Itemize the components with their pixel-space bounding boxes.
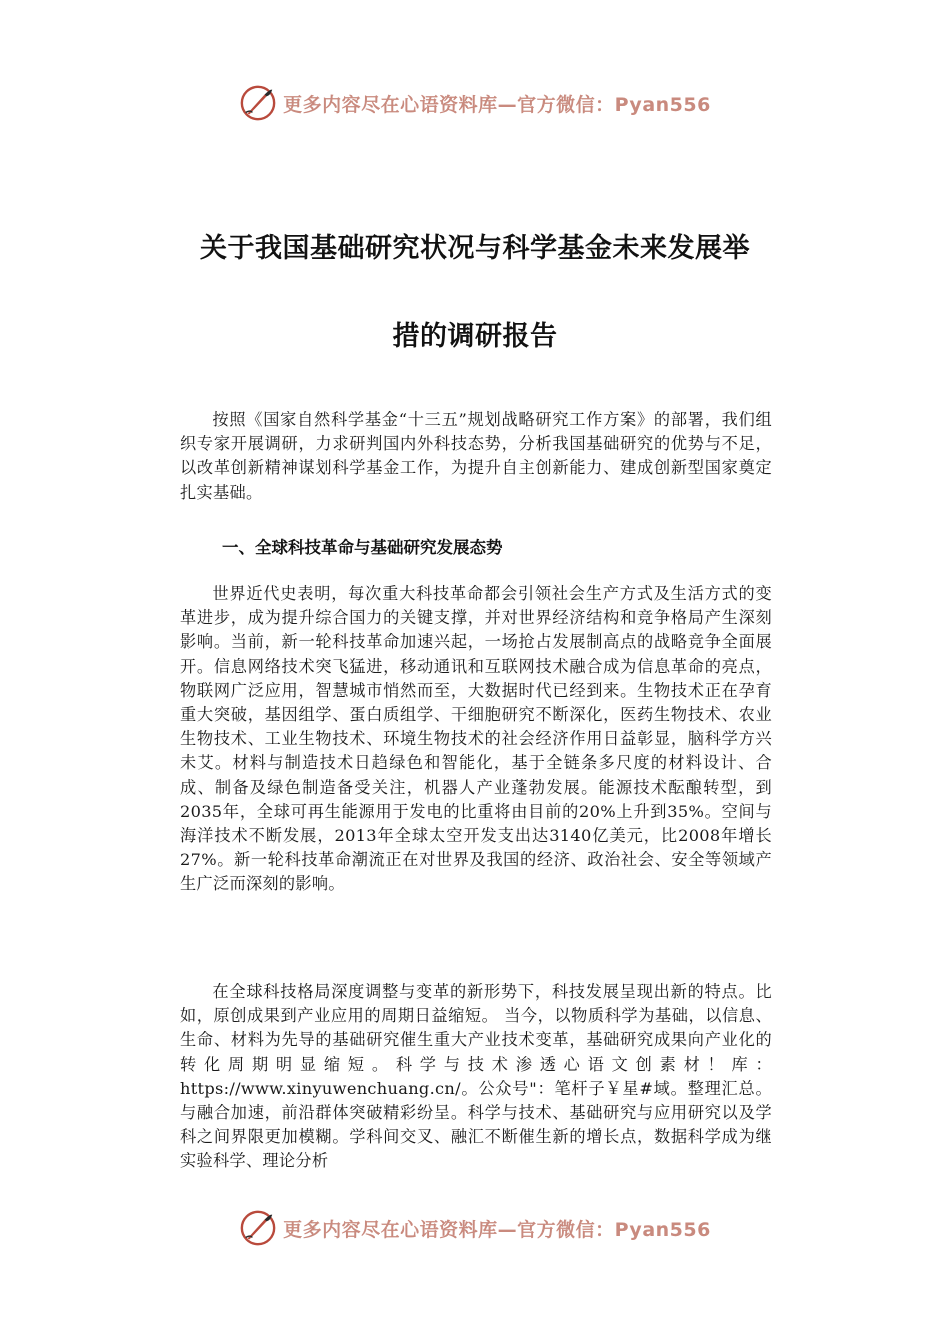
watermark-text: 更多内容尽在心语资料库—官方微信：Pyan556 bbox=[283, 93, 711, 116]
quill-logo-icon bbox=[239, 84, 277, 122]
watermark-banner-bottom bbox=[0, 1203, 950, 1253]
section-heading: 一、全球科技革命与基础研究发展态势 bbox=[222, 538, 503, 557]
watermark-banner-top bbox=[0, 78, 950, 128]
watermark-text: 更多内容尽在心语资料库—官方微信：Pyan556 bbox=[283, 1218, 711, 1241]
intro-paragraph: 按照《国家自然科学基金“十三五”规划战略研究工作方案》的部署，我们组织专家开展调研，力求研判国内外科技态势，分析我国基础研究的优势与不足，以改革创新精神谋划科学基金工作，为提升自主创新能力、建成创新型国家奠定扎实基础。 bbox=[180, 410, 772, 502]
document-title-line-2: 措的调研报告 bbox=[392, 321, 558, 352]
quill-logo-icon bbox=[239, 1209, 277, 1247]
body-paragraph-2: 在全球科技格局深度调整与变革的新形势下，科技发展呈现出新的特点。比如，原创成果到产业应用的周期日益缩短。 当今，以物质科学为基础，以信息、生命、材料为先导的基础研究催生重大产业技术变革，基础研究成果向产业化的转化周期明显缩短。科学与技术渗透心语文创素材！库：https://www.xinyuwenchuang.cn/。公众号"：笔杆子￥星#域。整理汇总。与融合加速，前沿群体突破精彩纷呈。科学与技术、基础研究与应用研究以及学科之间界限更加模糊。学科间交叉、融汇不断催生新的增长点，数据科学成为继实验科学、理论分析 bbox=[180, 982, 772, 1171]
body-paragraph-1: 世界近代史表明，每次重大科技革命都会引领社会生产方式及生活方式的变革进步，成为提升综合国力的关键支撑，并对世界经济结构和竞争格局产生深刻影响。当前，新一轮科技革命加速兴起，一场抢占发展制高点的战略竞争全面展开。信息网络技术突飞猛进，移动通讯和互联网技术融合成为信息革命的亮点，物联网广泛应用，智慧城市悄然而至，大数据时代已经到来。生物技术正在孕育重大突破，基因组学、蛋白质组学、干细胞研究不断深化，医药生物技术、农业生物技术、工业生物技术、环境生物技术的社会经济作用日益彰显，脑科学方兴未艾。材料与制造技术日趋绿色和智能化，基于全链条多尺度的材料设计、合成、制备及绿色制造备受关注，机器人产业蓬勃发展。能源技术酝酿转型，到2035年，全球可再生能源用于发电的比重将由目前的20%上升到35%。空间与海洋技术不断发展，2013年全球太空开发支出达3140亿美元，比2008年增长27%。新一轮科技革命潮流正在对世界及我国的经济、政治社会、安全等领域产生广泛而深刻的影响。 bbox=[180, 584, 772, 894]
document-title-line-1: 关于我国基础研究状况与科学基金未来发展举 bbox=[200, 233, 750, 264]
